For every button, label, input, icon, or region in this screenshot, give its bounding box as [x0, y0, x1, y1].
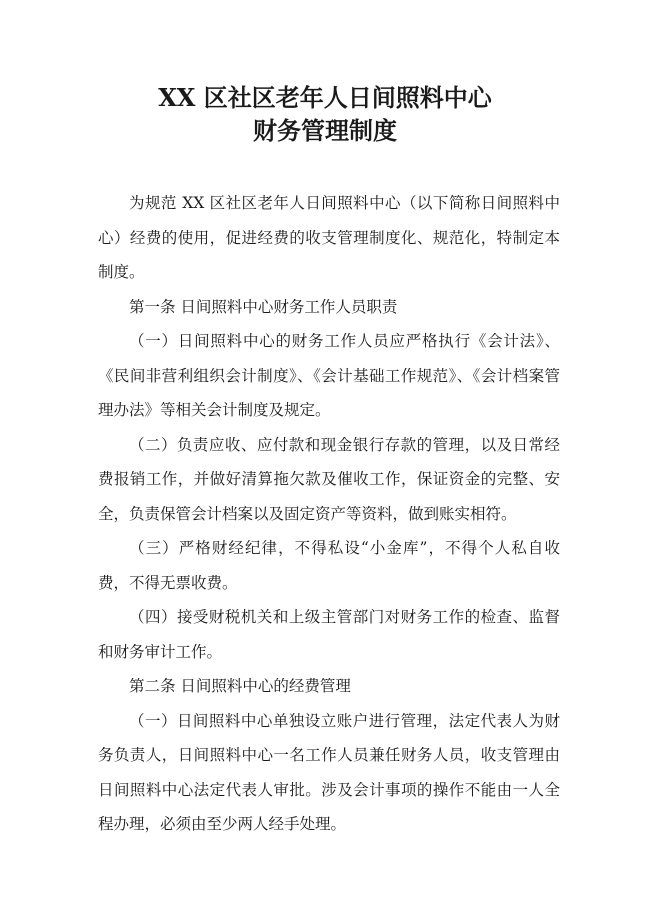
document-body — [98, 186, 560, 842]
article-1-item-2: （二）负责应收、应付款和现金银行存款的管理，以及日常经费报销工作，并做好清算拖欠款及催收工作，保证资金的完整、安全，负责保管会计档案以及固定资产等资料，做到账实相符。 — [98, 435, 560, 523]
article-2-heading: 第二条 日间照料中心的经费管理 — [129, 677, 351, 695]
intro-paragraph: 为规范 XX 区社区老年人日间照料中心（以下简称日间照料中心）经费的使用，促进经费的收支管理制度化、规范化，特制定本制度。 — [98, 194, 560, 281]
article-1-item-3: （三）严格财经纪律，不得私设“小金库”，不得个人私自收费，不得无票收费。 — [98, 539, 560, 592]
document-title-line2: 财务管理制度 — [253, 116, 397, 145]
article-2-item-1: （一）日间照料中心单独设立账户进行管理，法定代表人为财务负责人，日间照料中心一名工作人员兼任财务人员，收支管理由日间照料中心法定代表人审批。涉及会计事项的操作不能由一人全程办理，必须由至少两人经手处理。 — [98, 711, 560, 833]
article-1-heading: 第一条 日间照料中心财务工作人员职责 — [129, 297, 398, 316]
document-title-line1: XX 区社区老年人日间照料中心 — [158, 83, 492, 112]
article-1-item-4: （四）接受财税机关和上级主管部门对财务工作的检查、监督和财务审计工作。 — [98, 608, 560, 661]
article-1-item-1: （一）日间照料中心的财务工作人员应严格执行《会计法》、《民间非营利组织会计制度》、《会计基础工作规范》、《会计档案管理办法》等相关会计制度及规定。 — [98, 332, 560, 419]
